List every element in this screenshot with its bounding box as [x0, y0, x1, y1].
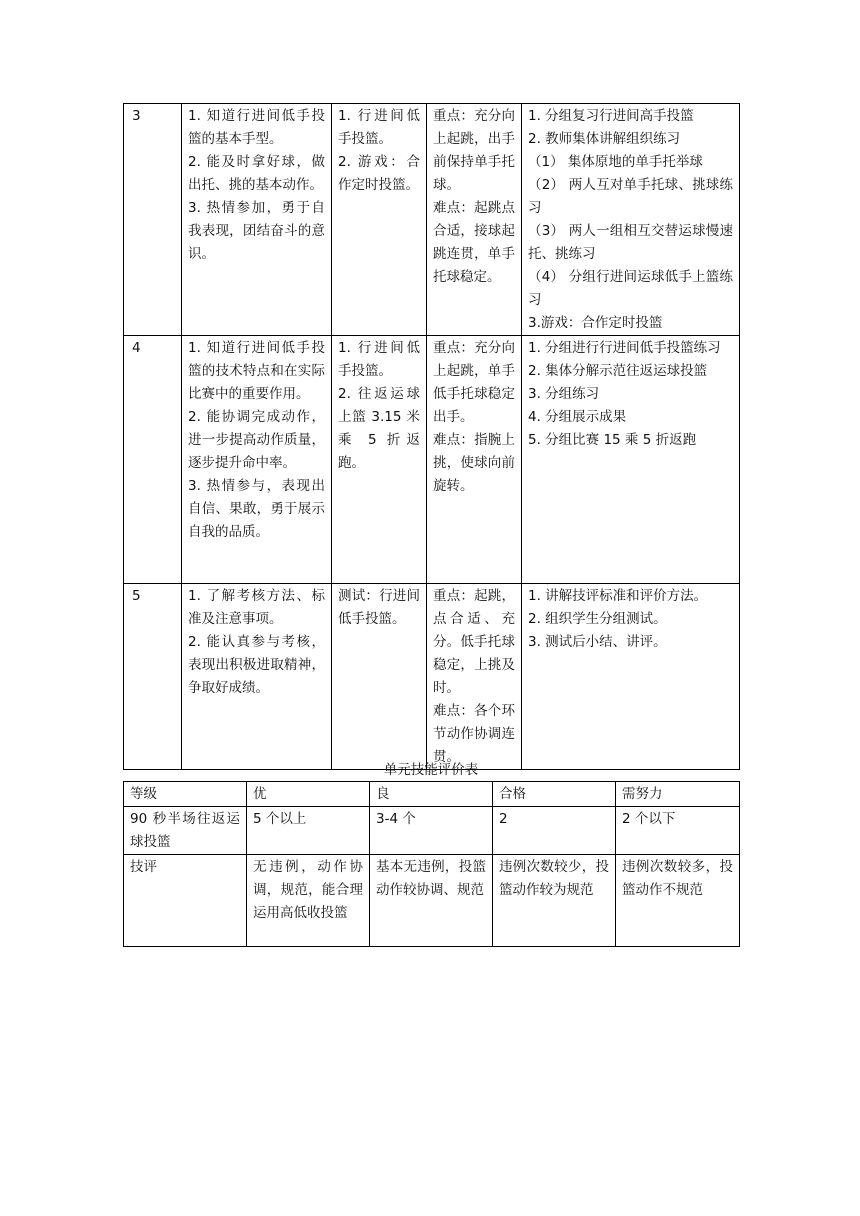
step-item: 3.游戏：合作定时投篮: [528, 315, 663, 331]
evaluation-cell: 5 个以上: [247, 807, 370, 855]
keypoint-item: 重点：充分向上起跳，单手低手托球稳定出手。: [433, 340, 515, 425]
evaluation-header-row: [124, 782, 740, 807]
evaluation-header-cell: 需努力: [616, 782, 740, 807]
lesson-steps: [522, 584, 740, 770]
evaluation-header-cell: 优: [247, 782, 370, 807]
step-item: （1） 集体原地的单手托举球: [528, 154, 703, 170]
evaluation-cell: 90 秒半场往返运球投篮: [124, 807, 247, 855]
evaluation-cell: 3-4 个: [370, 807, 493, 855]
keypoint-item: 难点：各个环节动作协调连贯。: [433, 703, 515, 765]
step-item: 1. 讲解技评标准和评价方法。: [528, 588, 708, 604]
lesson-content: [332, 584, 427, 770]
goal-item: 2. 能协调完成动作，进一步提高动作质量，逐步提升命中率。: [188, 409, 325, 471]
goal-item: 1. 知道行进间低手投篮的基本手型。: [188, 108, 325, 147]
keypoint-item: 重点：起跳，点合适、充分。低手托球稳定，上挑及时。: [433, 588, 515, 696]
content-item: 1. 行进间低手投篮。: [338, 108, 420, 147]
lesson-keypoints: [427, 336, 522, 584]
evaluation-cell: 违例次数较多，投篮动作不规范: [616, 855, 740, 947]
step-item: 2. 集体分解示范往返运球投篮: [528, 363, 708, 379]
step-item: （2） 两人互对单手托球、挑球练习: [528, 177, 733, 216]
step-item: 3. 分组练习: [528, 386, 600, 402]
goal-item: 3. 热情参与，表现出自信、果敢，勇于展示自我的品质。: [188, 478, 325, 540]
goal-item: 2. 能及时拿好球，做出托、挑的基本动作。: [188, 154, 325, 193]
lesson-plan-table: [123, 103, 740, 770]
content-item: 2. 游戏：合作定时投篮。: [338, 154, 420, 193]
lesson-keypoints: [427, 584, 522, 770]
lesson-steps: [522, 336, 740, 584]
step-item: 2. 教师集体讲解组织练习: [528, 131, 681, 147]
lesson-row: [124, 584, 740, 770]
keypoint-item: 难点：指腕上挑，使球向前旋转。: [433, 432, 515, 494]
lesson-row: [124, 336, 740, 584]
content-item: 测试：行进间低手投篮。: [338, 588, 420, 627]
lesson-keypoints: [427, 104, 522, 336]
step-item: 1. 分组复习行进间高手投篮: [528, 108, 694, 124]
evaluation-header-cell: 良: [370, 782, 493, 807]
step-item: （4） 分组行进间运球低手上篮练习: [528, 269, 733, 308]
step-item: 4. 分组展示成果: [528, 409, 627, 425]
step-item: 1. 分组进行行进间低手投篮练习: [528, 340, 721, 356]
evaluation-cell: 2 个以下: [616, 807, 740, 855]
evaluation-row: [124, 855, 740, 947]
lesson-goals: [182, 584, 332, 770]
evaluation-cell: 2: [493, 807, 616, 855]
goal-item: 1. 知道行进间低手投篮的技术特点和在实际比赛中的重要作用。: [188, 340, 325, 402]
step-item: 5. 分组比赛 15 乘 5 折返跑: [528, 432, 697, 448]
lesson-number: 5: [124, 584, 182, 770]
lesson-number: 4: [124, 336, 182, 584]
goal-item: 1. 了解考核方法、标准及注意事项。: [188, 588, 325, 627]
lesson-row: [124, 104, 740, 336]
lesson-content: [332, 104, 427, 336]
lesson-steps: [522, 104, 740, 336]
step-item: （3） 两人一组相互交替运球慢速托、挑练习: [528, 223, 733, 262]
lesson-goals: [182, 336, 332, 584]
content-item: 1. 行进间低手投篮。: [338, 340, 420, 379]
evaluation-cell: 违例次数较少，投篮动作较为规范: [493, 855, 616, 947]
lesson-number: 3: [124, 104, 182, 336]
lesson-goals: [182, 104, 332, 336]
goal-item: 2. 能认真参与考核，表现出积极进取精神，争取好成绩。: [188, 634, 325, 696]
content-item: 2. 往返运球上篮 3.15 米乘 5 折返跑。: [338, 386, 420, 471]
keypoint-item: 难点：起跳点合适，接球起跳连贯，单手托球稳定。: [433, 200, 515, 285]
evaluation-table: [123, 781, 740, 947]
evaluation-cell: 无违例，动作协调，规范，能合理运用高低收投篮: [247, 855, 370, 947]
keypoint-item: 重点：充分向上起跳，出手前保持单手托球。: [433, 108, 515, 193]
step-item: 2. 组织学生分组测试。: [528, 611, 667, 627]
lesson-content: [332, 336, 427, 584]
evaluation-cell: 基本无违例，投篮动作较协调、规范: [370, 855, 493, 947]
evaluation-table-title: 单元技能评价表: [383, 762, 479, 778]
evaluation-header-cell: 等级: [124, 782, 247, 807]
evaluation-header-cell: 合格: [493, 782, 616, 807]
step-item: 3. 测试后小结、讲评。: [528, 634, 667, 650]
evaluation-row: [124, 807, 740, 855]
evaluation-cell: 技评: [124, 855, 247, 947]
goal-item: 3. 热情参加，勇于自我表现，团结奋斗的意识。: [188, 200, 325, 262]
